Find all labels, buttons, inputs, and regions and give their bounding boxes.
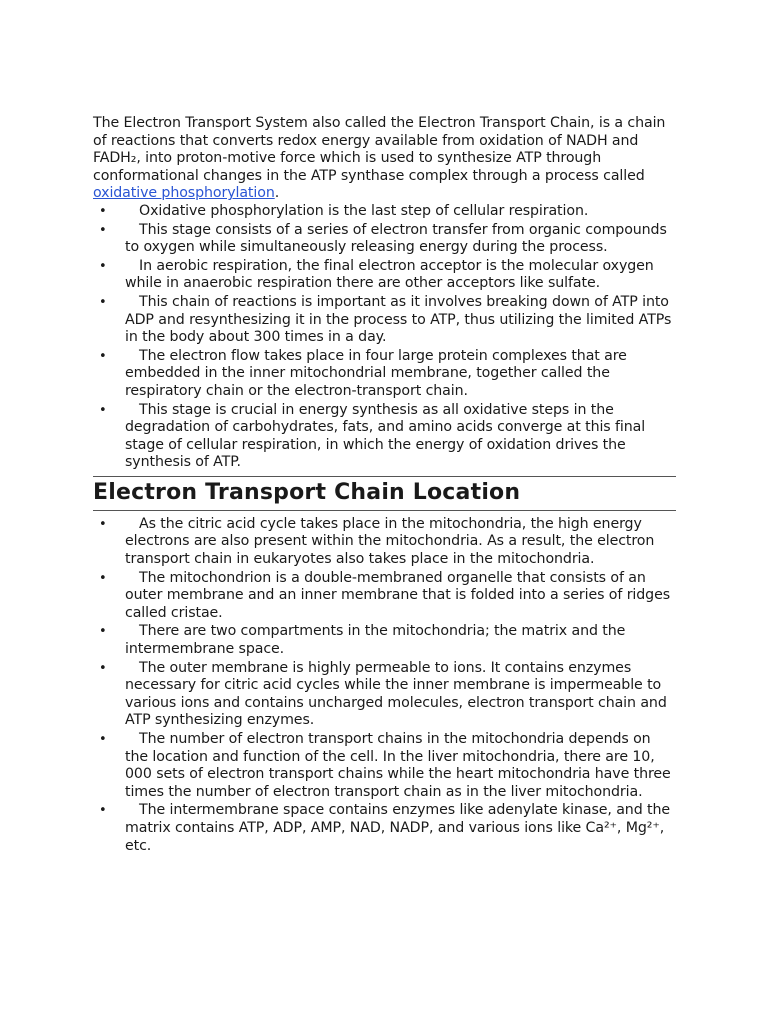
intro-text-end: . <box>274 185 280 202</box>
list-item <box>93 660 676 730</box>
list-item-text: This chain of reactions is important as it involves breaking down of ATP into ADP and resynthesizing it in the process to ATP, thus utilizing the limited ATPs in the body about 300 times in a day. <box>125 293 672 346</box>
location-bullet-list <box>93 516 676 855</box>
list-item-text: This stage consists of a series of electron transfer from organic compounds to oxygen while simultaneously releasing energy during the process. <box>125 221 667 256</box>
bullet-icon: • <box>99 803 107 819</box>
list-item-text: The intermembrane space contains enzymes like adenylate kinase, and the matrix contains ATP, ADP, AMP, NAD, NADP, and various ions like Ca²⁺, Mg²⁺, etc. <box>125 802 670 854</box>
bullet-icon: • <box>99 203 107 219</box>
list-item <box>93 258 676 293</box>
bullet-icon: • <box>99 222 107 238</box>
bullet-icon: • <box>99 660 107 676</box>
bullet-icon: • <box>99 732 107 747</box>
list-item-text: This stage is crucial in energy synthesis as all oxidative steps in the degradation of carbohydrates, fats, and amino acids converge at this final stage of cellular respiration, in which the energy of oxidation drives the synthesis of ATP. <box>125 401 646 471</box>
oxidative-phosphorylation-link[interactable]: oxidative phosphorylation <box>93 185 275 202</box>
list-item-text: There are two compartments in the mitochondria; the matrix and the intermembrane space. <box>125 623 626 658</box>
list-item-text: The outer membrane is highly permeable to ions. It contains enzymes necessary for citric acid cycles while the inner membrane is impermeable to various ions and contains uncharged molecules, electron transport chain and ATP synthesizing enzymes. <box>125 659 667 729</box>
list-item <box>93 348 676 401</box>
list-item-text: As the citric acid cycle takes place in the mitochondria, the high energy electrons are also present within the mitochondria. As a result, the electron transport chain in eukaryotes also takes place in the mitochondria. <box>125 515 655 568</box>
bullet-icon: • <box>99 402 107 418</box>
list-item <box>93 402 676 472</box>
list-item <box>93 623 676 658</box>
list-item-text: The mitochondrion is a double-membraned organelle that consists of an outer membrane and an inner membrane that is folded into a series of ridges called cristae. <box>125 569 671 621</box>
intro-text: The Electron Transport System also called the Electron Transport Chain, is a chain of reactions that converts redox energy available from oxidation of NADH and FADH₂, into proton-motive force which is used to synthesize ATP through conformational changes in the ATP synthase complex through a process called <box>93 115 666 184</box>
list-item <box>93 802 676 855</box>
list-item <box>93 203 676 221</box>
list-item <box>93 516 676 569</box>
bullet-icon: • <box>99 258 107 274</box>
list-item <box>93 731 676 801</box>
bullet-icon: • <box>99 516 107 532</box>
document-page <box>93 115 676 856</box>
list-item-text: Oxidative phosphorylation is the last step of cellular respiration. <box>139 202 589 219</box>
intro-paragraph <box>93 115 676 203</box>
section-heading-box <box>93 476 676 511</box>
overview-bullet-list <box>93 203 676 472</box>
list-item-text: The number of electron transport chains in the mitochondria depends on the location and function of the cell. In the liver mitochondria, there are 10, 000 sets of electron transport chains while the heart mitochondria have three times the number of electron transport chain as in the liver mitochondria. <box>125 731 671 800</box>
list-item <box>93 570 676 623</box>
list-item <box>93 294 676 347</box>
bullet-icon: • <box>99 294 107 310</box>
bullet-icon: • <box>99 624 107 640</box>
list-item-text: The electron flow takes place in four large protein complexes that are embedded in the inner mitochondrial membrane, together called the respiratory chain or the electron-transport chain. <box>125 347 627 399</box>
bullet-icon: • <box>99 570 107 586</box>
list-item-text: In aerobic respiration, the final electron acceptor is the molecular oxygen while in anaerobic respiration there are other acceptors like sulfate. <box>125 257 654 292</box>
bullet-icon: • <box>99 348 107 364</box>
section-heading: Electron Transport Chain Location <box>93 479 521 505</box>
list-item <box>93 222 676 257</box>
